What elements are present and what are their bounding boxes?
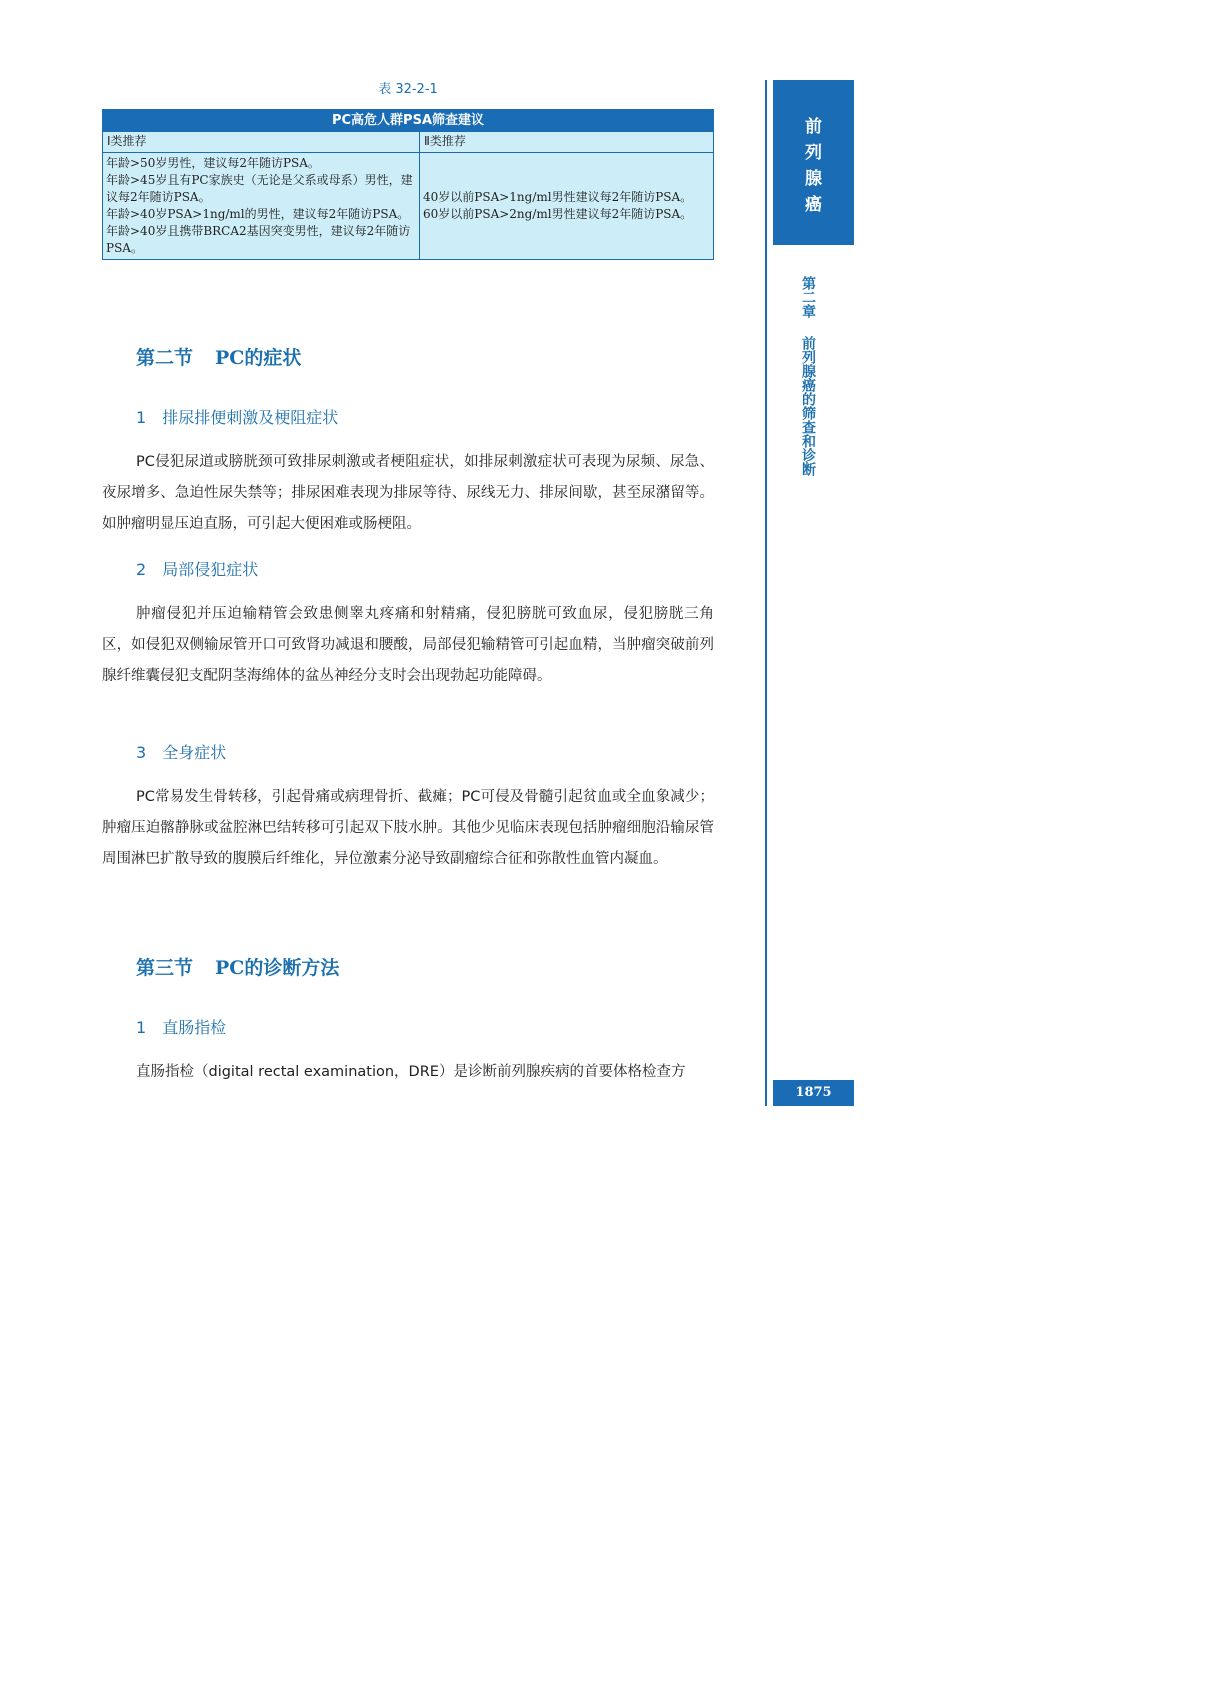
subsection-number: 3 (136, 743, 147, 762)
table-line: 年龄>50岁男性，建议每2年随访PSA。 (106, 156, 320, 170)
side-tab-char: 列 (805, 143, 822, 163)
body-paragraph: PC常易发生骨转移，引起骨痛或病理骨折、截瘫；PC可侵及骨髓引起贫血或全血象减少；肿瘤压迫髂静脉或盆腔淋巴结转移可引起双下肢水肿。其他少见临床表现包括肿瘤细胞沿输尿管周围淋巴扩散导致的腹膜后纤维化，异位激素分泌导致副瘤综合征和弥散性血管内凝血。 (102, 789, 714, 867)
table-line: 60岁以前PSA>2ng/ml男性建议每2年随访PSA。 (423, 207, 693, 221)
subsection-title: 局部侵犯症状 (162, 560, 259, 579)
subsection-title: 排尿排便刺激及梗阻症状 (162, 408, 339, 427)
psa-screening-table (102, 109, 714, 260)
table-title: PC高危人群PSA筛查建议 (103, 110, 714, 132)
subsection-heading (136, 405, 338, 428)
table-line: 年龄>45岁且有PC家族史（无论是父系或母系）男性，建议每2年随访PSA。 (106, 173, 413, 204)
subsection-heading (136, 1015, 226, 1038)
section-label: 第三节 (136, 957, 194, 979)
table-line: 40岁以前PSA>1ng/ml男性建议每2年随访PSA。 (423, 190, 693, 204)
section-heading (136, 953, 339, 980)
table-line: 年龄>40岁且携带BRCA2基因突变男性，建议每2年随访PSA。 (106, 224, 411, 255)
subsection-title: 全身症状 (162, 743, 227, 762)
table-cell-class-2 (420, 153, 714, 260)
table-caption: 表 32-2-1 (378, 82, 438, 97)
table-header-class-2: Ⅱ类推荐 (420, 132, 714, 153)
subsection-number: 1 (136, 1018, 147, 1037)
section-label: 第二节 (136, 347, 194, 369)
page-number: 1875 (773, 1080, 854, 1106)
side-tab-char: 癌 (805, 195, 822, 215)
table-header-class-1: Ⅰ类推荐 (103, 132, 420, 153)
side-tab-char: 前 (805, 117, 822, 137)
chapter-label: 第二章 (800, 276, 816, 318)
side-tab-char: 腺 (805, 169, 822, 189)
table-cell-class-1 (103, 153, 420, 260)
running-chapter-title (798, 276, 818, 476)
margin-rule (765, 80, 767, 1106)
subsection-heading (136, 740, 226, 763)
body-paragraph: 肿瘤侵犯并压迫输精管会致患侧睾丸疼痛和射精痛，侵犯膀胱可致血尿，侵犯膀胱三角区，如侵犯双侧输尿管开口可致肾功减退和腰酸，局部侵犯输精管可引起血精，当肿瘤突破前列腺纤维囊侵犯支配阴茎海绵体的盆丛神经分支时会出现勃起功能障碍。 (102, 606, 714, 684)
body-paragraph: PC侵犯尿道或膀胱颈可致排尿刺激或者梗阻症状，如排尿刺激症状可表现为尿频、尿急、夜尿增多、急迫性尿失禁等；排尿困难表现为排尿等待、尿线无力、排尿间歇，甚至尿潴留等。如肿瘤明显压迫直肠，可引起大便困难或肠梗阻。 (102, 454, 714, 532)
section-title: PC的症状 (215, 347, 302, 369)
chapter-side-tab (773, 80, 854, 245)
section-heading (136, 343, 301, 370)
body-paragraph: 直肠指检（digital rectal examination，DRE）是诊断前列腺疾病的首要体格检查方 (136, 1064, 686, 1080)
chapter-title: 前列腺癌的筛查和诊断 (800, 336, 816, 476)
subsection-number: 1 (136, 408, 147, 427)
subsection-title: 直肠指检 (162, 1018, 227, 1037)
subsection-number: 2 (136, 560, 147, 579)
subsection-heading (136, 557, 258, 580)
section-title: PC的诊断方法 (215, 957, 340, 979)
table-line: 年龄>40岁PSA>1ng/ml的男性，建议每2年随访PSA。 (106, 207, 410, 221)
